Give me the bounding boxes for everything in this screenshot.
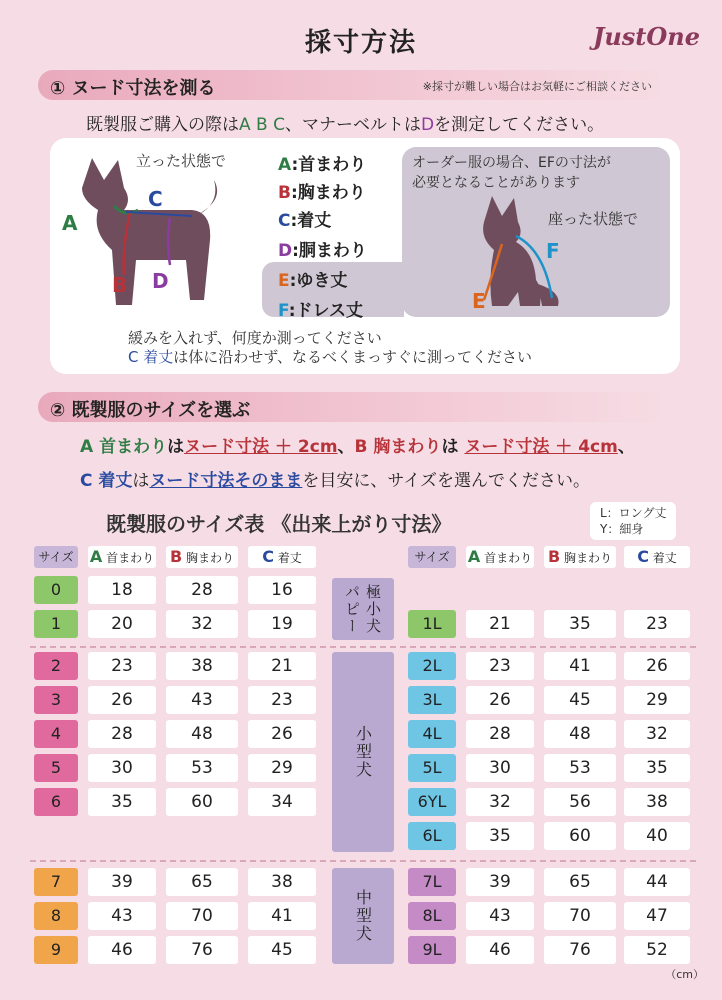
length-value: 40: [624, 822, 690, 850]
category-puppy: 極小犬 パピー: [332, 578, 394, 640]
length-value: 32: [624, 720, 690, 748]
measure-d: D:胴まわり: [278, 241, 367, 261]
order-note-1: オーダー服の場合、EFの寸法が: [412, 155, 611, 171]
neck-value: 30: [466, 754, 534, 782]
length-value: 23: [624, 610, 690, 638]
intro-post: を測定してください。: [434, 115, 605, 135]
letter-f: F: [546, 239, 560, 263]
size-badge: 3L: [408, 686, 456, 714]
measure-c: C:着丈: [278, 211, 332, 231]
tip-2: C 着丈は体に沿わせず、なるべくまっすぐに測ってください: [128, 348, 533, 366]
sitting-dog-illustration: [462, 188, 582, 318]
separator-small-medium: [30, 860, 696, 862]
length-value: 19: [248, 610, 316, 638]
chest-value: 70: [544, 902, 616, 930]
chest-value: 53: [544, 754, 616, 782]
size-badge: 5L: [408, 754, 456, 782]
length-value: 21: [248, 652, 316, 680]
chest-value: 48: [166, 720, 238, 748]
section-1-note: ※採寸が難しい場合はお気軽にご相談ください: [422, 80, 652, 93]
header-size-right: サイズ: [408, 546, 456, 568]
intro-d: D: [420, 115, 435, 135]
intro-pre: 既製服ご購入の際は: [86, 115, 239, 135]
size-badge: 9L: [408, 936, 456, 964]
section-2-bar: [38, 392, 666, 422]
length-value: 29: [624, 686, 690, 714]
category-medium: 中型犬: [332, 868, 394, 964]
header-c-right: C 着丈: [624, 546, 690, 568]
neck-value: 30: [88, 754, 156, 782]
neck-value: 46: [466, 936, 534, 964]
header-c-left: C 着丈: [248, 546, 316, 568]
letter-b: B: [112, 273, 128, 297]
chest-value: 48: [544, 720, 616, 748]
letter-d: D: [152, 269, 169, 293]
size-badge: 1: [34, 610, 78, 638]
measure-a: A:首まわり: [278, 155, 367, 175]
chest-value: 41: [544, 652, 616, 680]
sitting-label: 座った状態で: [548, 210, 639, 228]
length-value: 52: [624, 936, 690, 964]
standing-label: 立った状態で: [136, 152, 227, 170]
chest-value: 45: [544, 686, 616, 714]
size-badge: 3: [34, 686, 78, 714]
neck-value: 20: [88, 610, 156, 638]
chest-value: 38: [166, 652, 238, 680]
section-2-line-2: C 着丈はヌード寸法そのままを目安に、サイズを選んでください。: [80, 471, 591, 491]
chest-value: 65: [166, 868, 238, 896]
header-a-right: A 首まわり: [467, 547, 533, 566]
neck-value: 39: [88, 868, 156, 896]
neck-value: 21: [466, 610, 534, 638]
neck-value: 18: [88, 576, 156, 604]
length-value: 44: [624, 868, 690, 896]
chest-value: 70: [166, 902, 238, 930]
section-1-intro: [86, 110, 604, 135]
legend-slim: Y：細身: [600, 522, 644, 536]
length-value: 16: [248, 576, 316, 604]
neck-value: 26: [88, 686, 156, 714]
chest-value: 43: [166, 686, 238, 714]
brand-logo: JustOne: [592, 22, 700, 51]
length-value: 38: [248, 868, 316, 896]
size-badge: 2: [34, 652, 78, 680]
length-value: 34: [248, 788, 316, 816]
chest-value: 56: [544, 788, 616, 816]
chest-value: 60: [544, 822, 616, 850]
header-a-left: A 首まわり: [89, 547, 155, 566]
section-1-bar: [38, 70, 666, 100]
neck-value: 28: [466, 720, 534, 748]
chest-value: 53: [166, 754, 238, 782]
intro-mid: 、マナーベルトは: [284, 115, 421, 135]
letter-e: E: [472, 289, 486, 313]
size-badge: 1L: [408, 610, 456, 638]
letter-a: A: [62, 211, 78, 235]
unit-label: （cm）: [665, 968, 704, 981]
table-title: 既製服のサイズ表 《出来上がり寸法》: [106, 512, 452, 536]
size-badge: 4: [34, 720, 78, 748]
legend: [590, 502, 676, 540]
chest-value: 32: [166, 610, 238, 638]
tip-1: 緩みを入れず、何度か測ってください: [128, 329, 382, 347]
length-value: 29: [248, 754, 316, 782]
chest-value: 35: [544, 610, 616, 638]
legend-long: L：ロング丈: [600, 506, 667, 520]
size-badge: 7L: [408, 868, 456, 896]
size-badge: 6: [34, 788, 78, 816]
section-2-line-1: A 首まわりはヌード寸法 ＋ 2cm、B 胸まわりは ヌード寸法 ＋ 4cm、: [80, 437, 635, 457]
length-value: 26: [624, 652, 690, 680]
measure-b: B:胸まわり: [278, 183, 366, 203]
category-small: 小型犬: [332, 652, 394, 852]
neck-value: 46: [88, 936, 156, 964]
length-value: 41: [248, 902, 316, 930]
chest-value: 76: [166, 936, 238, 964]
length-value: 45: [248, 936, 316, 964]
letter-c: C: [148, 187, 163, 211]
size-badge: 8L: [408, 902, 456, 930]
header-size-left: サイズ: [34, 546, 78, 568]
chest-value: 60: [166, 788, 238, 816]
section-2-label: ② 既製服のサイズを選ぶ: [50, 400, 251, 421]
separator-puppy-small: [30, 646, 696, 648]
intro-abc: A B C: [239, 115, 285, 135]
neck-value: 35: [88, 788, 156, 816]
length-value: 38: [624, 788, 690, 816]
page-title: 採寸方法: [304, 28, 417, 58]
chest-value: 76: [544, 936, 616, 964]
size-badge: 7: [34, 868, 78, 896]
neck-value: 43: [88, 902, 156, 930]
header-b-left: B 胸まわり: [166, 546, 238, 568]
length-value: 35: [624, 754, 690, 782]
neck-value: 23: [88, 652, 156, 680]
size-badge: 9: [34, 936, 78, 964]
section-1-label: ① ヌード寸法を測る: [50, 78, 216, 99]
measure-e: E:ゆき丈: [278, 271, 348, 291]
chest-value: 28: [166, 576, 238, 604]
length-value: 47: [624, 902, 690, 930]
size-badge: 0: [34, 576, 78, 604]
chest-value: 65: [544, 868, 616, 896]
size-badge: 6L: [408, 822, 456, 850]
length-value: 26: [248, 720, 316, 748]
size-badge: 8: [34, 902, 78, 930]
neck-value: 32: [466, 788, 534, 816]
order-note-2: 必要となることがあります: [412, 175, 580, 191]
neck-value: 28: [88, 720, 156, 748]
size-badge: 2L: [408, 652, 456, 680]
size-badge: 5: [34, 754, 78, 782]
neck-value: 35: [466, 822, 534, 850]
measure-f: F:ドレス丈: [278, 301, 363, 321]
neck-value: 26: [466, 686, 534, 714]
length-value: 23: [248, 686, 316, 714]
neck-value: 39: [466, 868, 534, 896]
neck-value: 23: [466, 652, 534, 680]
header-b-right: B 胸まわり: [544, 546, 616, 568]
size-badge: 6YL: [408, 788, 456, 816]
neck-value: 43: [466, 902, 534, 930]
size-badge: 4L: [408, 720, 456, 748]
